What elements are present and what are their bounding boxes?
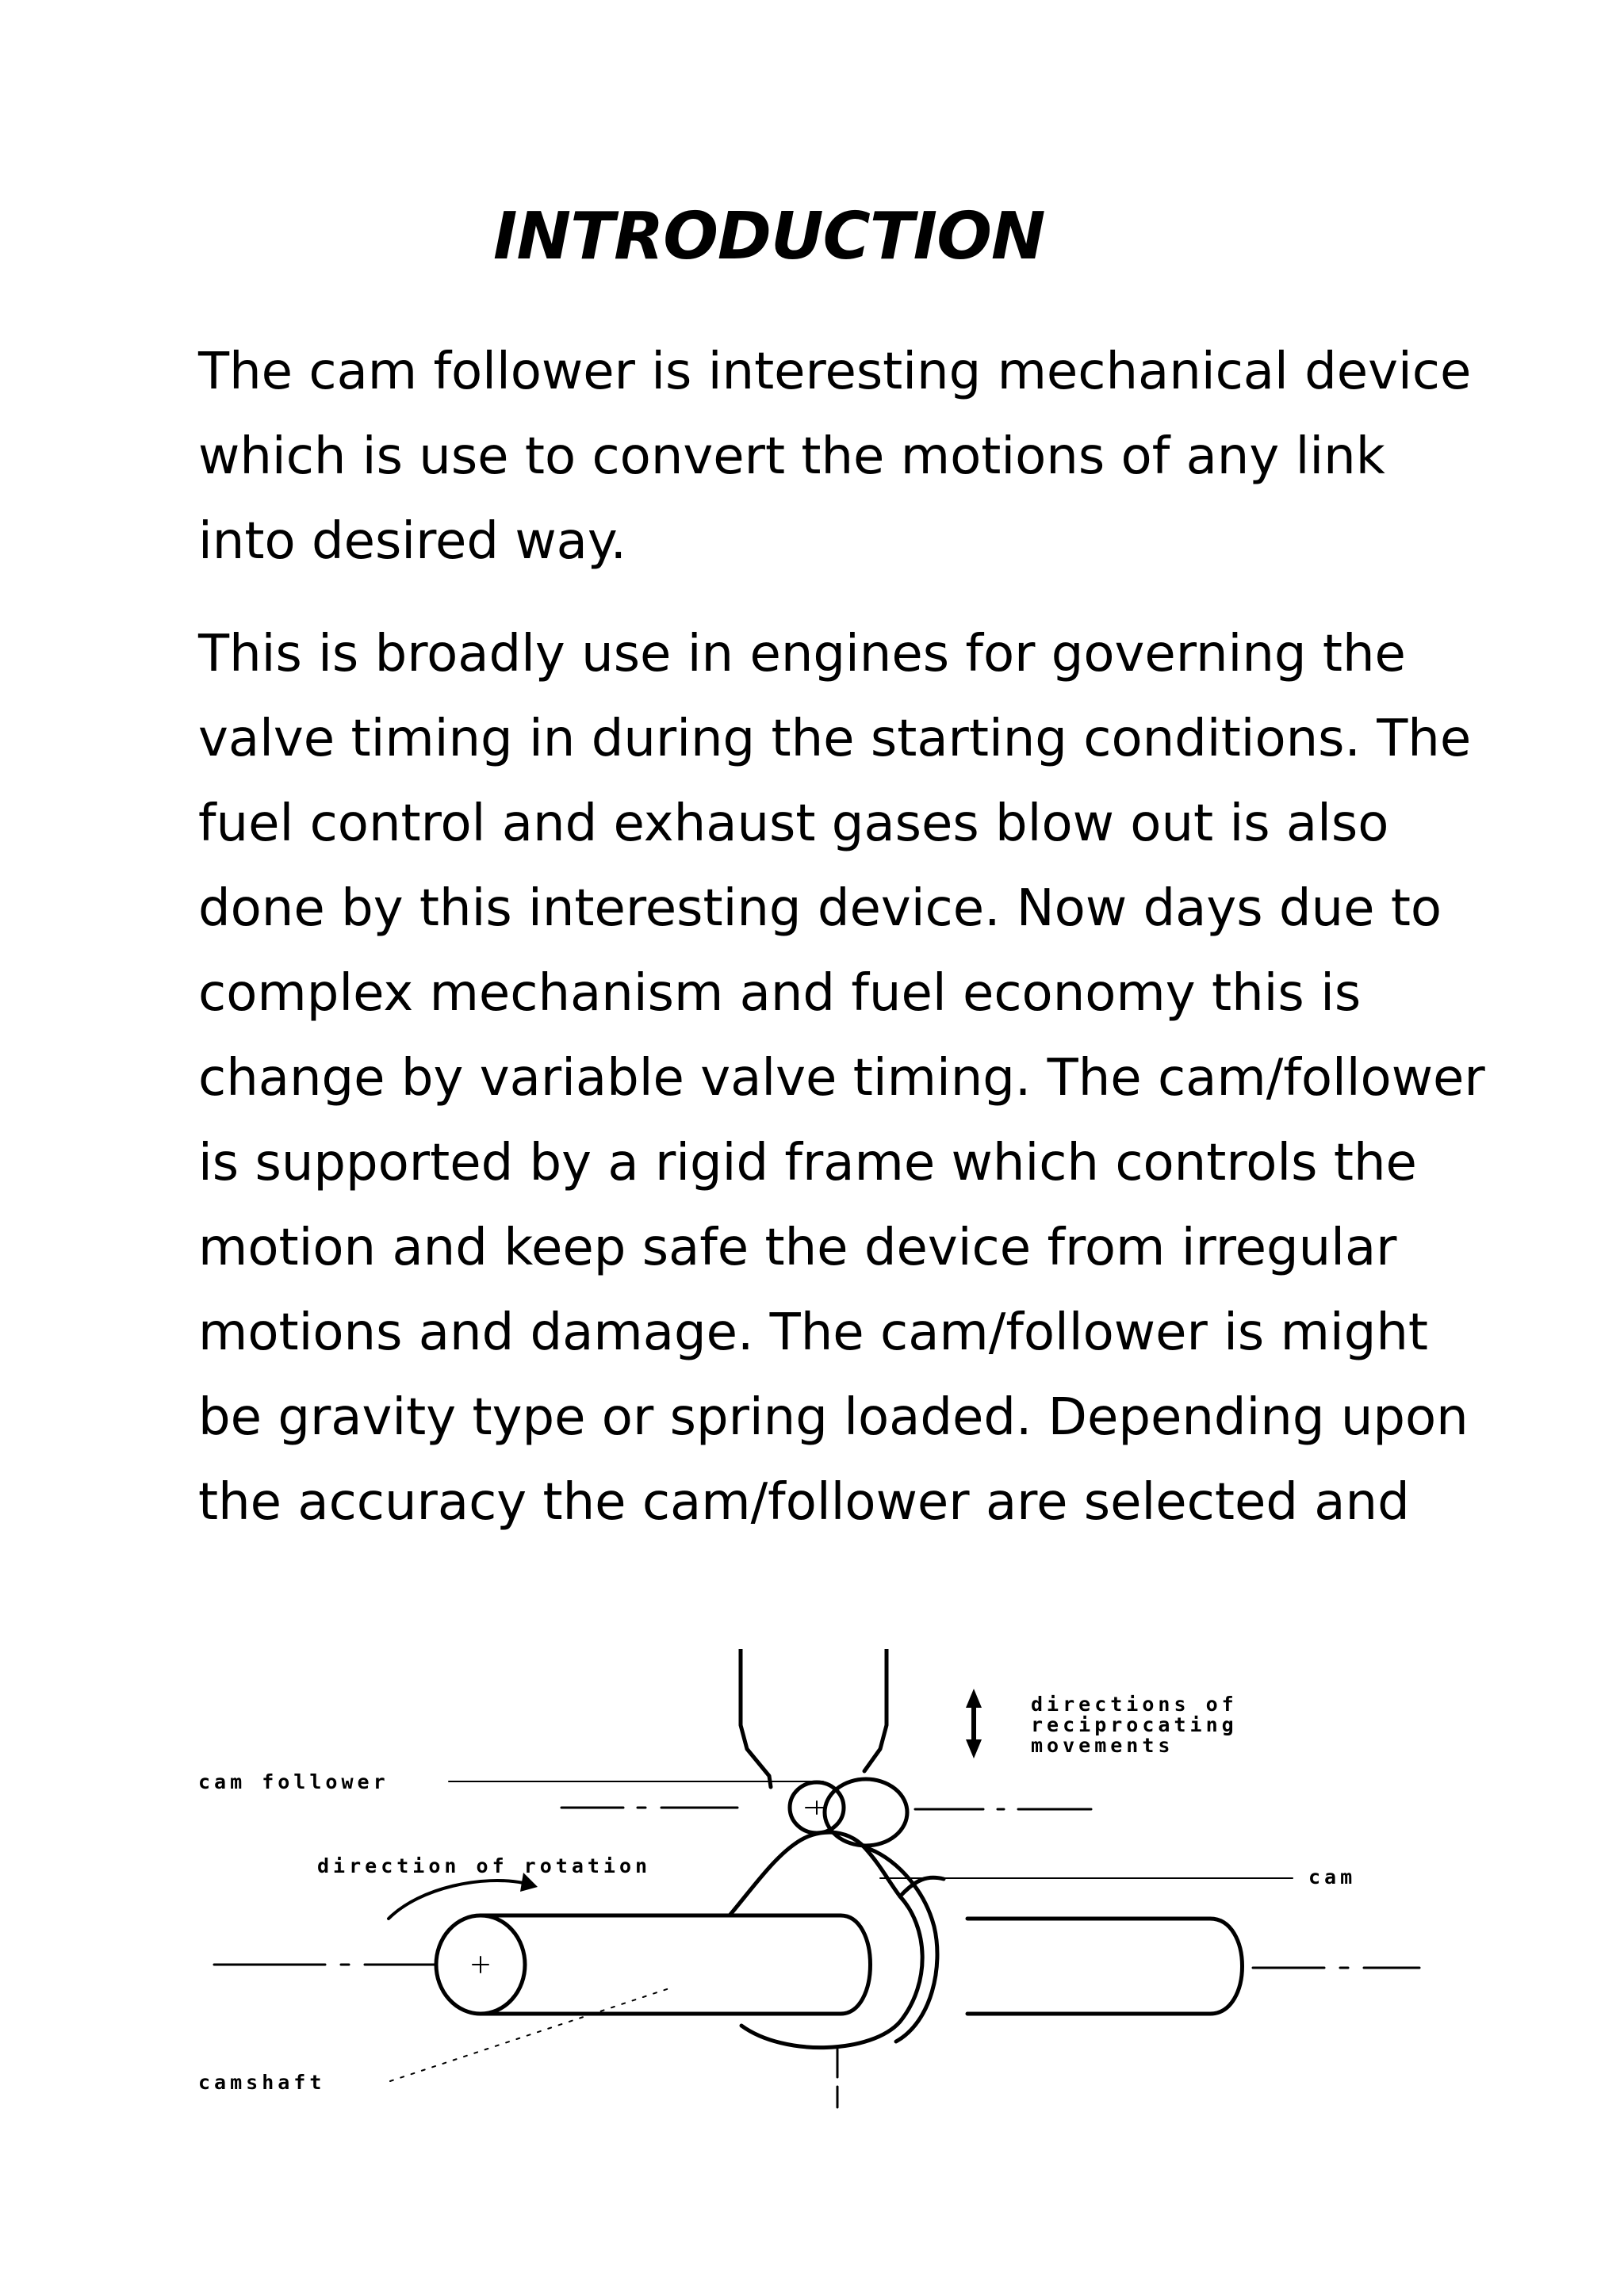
camshaft-right-end — [1210, 1919, 1243, 2014]
directions-label-line2: reciprocating — [1031, 1713, 1238, 1736]
follower-body-right — [864, 1649, 887, 1771]
cam-follower-diagram — [182, 1649, 1451, 2109]
cam-label: cam — [1308, 1866, 1357, 1888]
directions-label-line1: directions of — [1031, 1693, 1238, 1716]
paragraph-line: fuel control and exhaust gases blow out is also — [198, 794, 1389, 853]
leader-lines — [390, 1781, 1293, 2081]
paragraph-line: which is use to convert the motions of any link — [198, 427, 1385, 486]
paragraph-line: into desired way. — [198, 512, 626, 571]
paragraph-line: the accuracy the cam/follower are selected and — [198, 1473, 1410, 1532]
paragraph-line: The cam follower is interesting mechanical device — [198, 342, 1472, 401]
cam-follower-label: cam follower — [198, 1770, 389, 1793]
reciprocating-arrow — [966, 1689, 982, 1758]
camshaft-body — [436, 1915, 1243, 2014]
page-title: INTRODUCTION — [493, 199, 1045, 274]
direction-of-rotation-label: direction of rotation — [317, 1854, 652, 1877]
camshaft-leader — [390, 1987, 674, 2081]
camshaft-label: camshaft — [198, 2071, 326, 2094]
paragraph-line: is supported by a rigid frame which controls the — [198, 1134, 1417, 1192]
paragraph-line: be gravity type or spring loaded. Depending upon — [198, 1388, 1469, 1447]
paragraph-line: valve timing in during the starting conditions. The — [198, 710, 1472, 768]
intro-paragraph-1 — [198, 330, 1472, 584]
paragraph-line: change by variable valve timing. The cam/follower — [198, 1049, 1485, 1108]
follower-body-left — [741, 1649, 771, 1787]
intro-paragraph-2 — [198, 612, 1485, 1545]
paragraph-line: done by this interesting device. Now days due to — [198, 879, 1442, 938]
directions-label-line3: movements — [1031, 1734, 1174, 1757]
rotation-arrow — [389, 1881, 523, 1919]
paragraph-line: motion and keep safe the device from irregular — [198, 1219, 1397, 1277]
paragraph-line: motions and damage. The cam/follower is might — [198, 1303, 1428, 1362]
paragraph-line: complex mechanism and fuel economy this is — [198, 964, 1362, 1023]
paragraph-line: This is broadly use in engines for governing the — [198, 625, 1406, 683]
